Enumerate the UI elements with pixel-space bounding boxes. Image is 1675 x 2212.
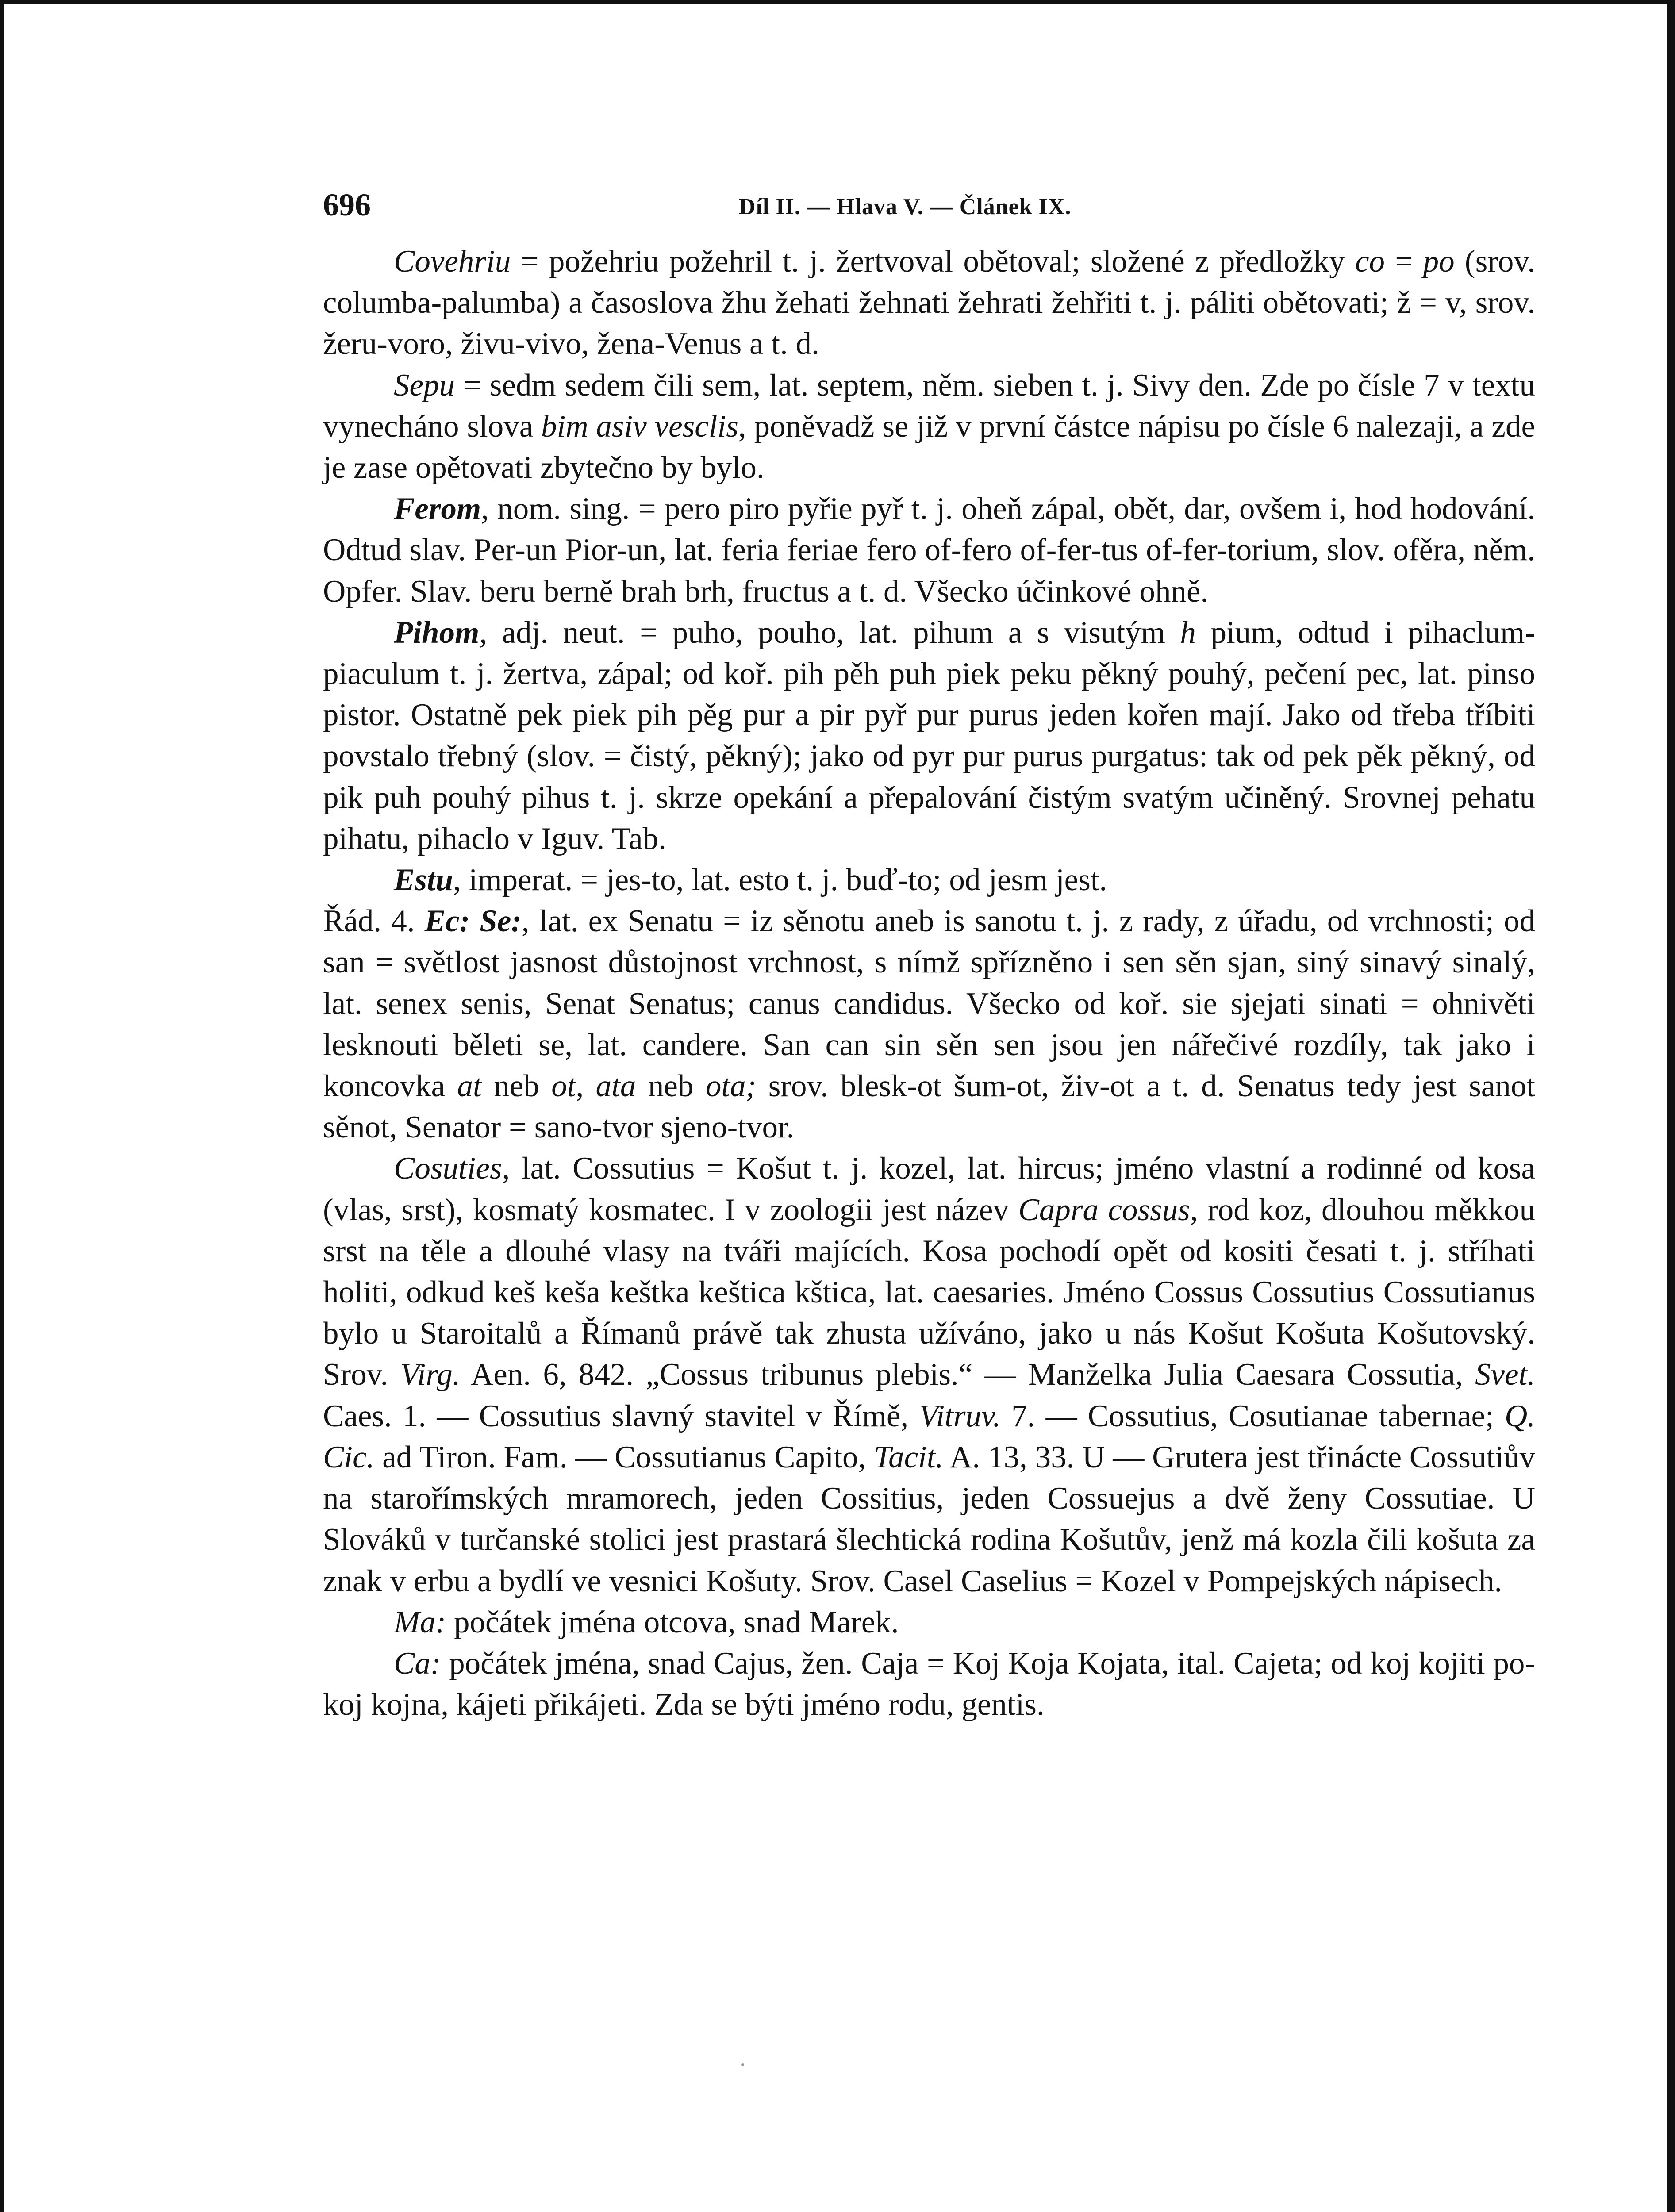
text-span: ad Tiron. Fam. — Cossutianus Capito, xyxy=(374,1440,874,1475)
text-span: neb xyxy=(481,1069,552,1104)
term-co: co xyxy=(1355,244,1385,279)
running-head: Díl II. — Hlava V. — Článek IX. xyxy=(739,194,1072,219)
text-span: srov. blesk-ot šum-ot, živ-ot a t. d. Senatus tedy jest sanot sěnot, Senator = sano-tvor sjeno-tvor. xyxy=(323,1069,1536,1145)
term-ec-se: Ec: Se: xyxy=(424,904,522,939)
paragraph-ca xyxy=(323,1643,1535,1725)
text-span: , nom. sing. = pero piro pyřie pyř t. j. oheň zápal, obět, dar, ovšem i, hod hodování. Odtud slav. Per-un Pior-un, lat. feria feriae fero of-fero of-fer-tus of-fer-torium, slov. ofěra, něm. Opfer. Slav. beru berně brah brh, fructus a t. d. Všecko účinkové ohně. xyxy=(323,492,1535,609)
text-span: , lat. Cossutius = Košut t. j. kozel, lat. hircus; jméno vlastní a rodinné od kosa (vlas, srst), kosmatý kosmatec. I v zoologii jest název xyxy=(323,1151,1535,1227)
citation-tacit: Tacit. xyxy=(874,1440,944,1475)
term-covehriu: Covehriu xyxy=(394,244,511,279)
term-pihom: Pihom xyxy=(394,615,480,650)
text-span: , xyxy=(576,1069,596,1104)
paragraph-ma xyxy=(323,1602,1535,1643)
term-bim-asiv-vesclis: bim asiv vesclis xyxy=(541,409,738,444)
citation-q-cic: Q. Cic. xyxy=(323,1398,1535,1475)
paragraph-cosuties xyxy=(323,1148,1535,1601)
paragraph-ferom xyxy=(323,488,1535,612)
term-ferom: Ferom xyxy=(394,492,481,526)
paragraph-sepu xyxy=(323,365,1535,489)
paragraph-pihom xyxy=(323,612,1535,860)
term-ca: Ca: xyxy=(394,1646,441,1681)
text-span: = sedm sedem čili sem, lat. septem, něm. sieben t. j. Sivy den. Zde po čísle 7 v textu vynecháno slova xyxy=(323,368,1535,444)
term-cosuties: Cosuties xyxy=(394,1151,502,1186)
term-capra-cossus: Capra cossus xyxy=(1018,1192,1190,1227)
text-span: Aen. 6, 842. „Cossus tribunus plebis.“ — Manželka Julia Caesara Cossutia, xyxy=(460,1357,1475,1392)
term-sepu: Sepu xyxy=(394,368,455,403)
text-span: 7. — Cossutius, Cosutianae tabernae; xyxy=(1000,1398,1505,1433)
term-estu: Estu xyxy=(394,863,453,898)
citation-virg: Virg. xyxy=(400,1357,461,1392)
term-po: po xyxy=(1423,244,1455,279)
term-ot: ot xyxy=(551,1069,576,1104)
text-span: = požehriu požehril t. j. žertvoval obětoval; složené z předložky xyxy=(511,244,1356,279)
paragraph-estu xyxy=(323,860,1535,901)
paragraph-covehriu xyxy=(323,241,1535,365)
page-body xyxy=(323,241,1535,1725)
citation-svet: Svet. xyxy=(1475,1357,1535,1392)
text-span: počátek jména, snad Cajus, žen. Caja = Koj Koja Kojata, ital. Cajeta; od koj kojiti po-koj kojna, kájeti přikájeti. Zda se býti jméno rodu, gentis. xyxy=(323,1646,1535,1722)
citation-vitruv: Vitruv. xyxy=(919,1398,1001,1433)
term-h: h xyxy=(1180,615,1196,650)
term-ota: ota; xyxy=(705,1069,757,1104)
term-ma: Ma: xyxy=(394,1605,446,1640)
scan-speck xyxy=(741,2063,744,2066)
text-span: , rod koz, dlouhou měkkou srst na těle a dlouhé vlasy na tváři majících. Kosa pochodí opět od kositi česati t. j. stříhati holiti, odkud keš keša keštka keštica kštica, lat. caesaries. Jméno Cossus Cossutius Cossutianus bylo u Staroitalů a Římanů právě tak zhusta užíváno, jako u nás Košut Košuta Košutovský. Srov. xyxy=(323,1192,1535,1392)
text-span: , adj. neut. = puho, pouho, lat. pihum a s visutým xyxy=(479,615,1180,650)
text-span: neb xyxy=(636,1069,706,1104)
term-ata: ata xyxy=(595,1069,636,1104)
term-at: at xyxy=(457,1069,482,1104)
text-span: = xyxy=(1385,244,1423,279)
text-span: A. 13, 33. U — Grutera jest třinácte Cossutiův na starořímských mramorech, jeden Cossitius, jeden Cossuejus a dvě ženy Cossutiae. U Slováků v turčanské stolici jest prastará šlechtická rodina Košutův, jenž má kozla čili košuta za znak v erbu a bydlí ve vesnici Košuty. Srov. Casel Caselius = Kozel v Pompejských nápisech. xyxy=(323,1440,1535,1598)
text-span: , imperat. = jes-to, lat. esto t. j. buď-to; od jesm jest. xyxy=(453,863,1107,898)
text-span: , lat. ex Senatu = iz sěnotu aneb is sanotu t. j. z rady, z úřadu, od vrchnosti; od san = světlost jasnost důstojnost vrchnost, s nímž spřízněno i sen sěn sjan, siný sinavý sinalý, lat. senex senis, Senat Senatus; canus candidus. Všecko od koř. sie sjejati sinati = ohnivěti lesknouti běleti se, lat. candere. San can sin sěn sen jsou jen nářečivé rozdíly, tak jako i koncovka xyxy=(323,904,1535,1104)
text-span: počátek jména otcova, snad Marek. xyxy=(446,1605,899,1640)
page-header xyxy=(323,185,1535,225)
paragraph-rad-4 xyxy=(323,901,1535,1148)
text-span: , poněvadž se již v první částce nápisu po čísle 6 nalezaji, a zde je zase opětovati zbytečno by bylo. xyxy=(323,409,1535,485)
text-span: pium, odtud i pihaclum-piaculum t. j. žertva, zápal; od koř. pih pěh puh piek peku pěkný pouhý, pečení pec, lat. pinso pistor. Ostatně pek piek pih pěg pur a pir pyř pur purus jeden kořen mají. Jako od třeba tříbiti povstalo třebný (slov. = čistý, pěkný); jako od pyr pur purus purgatus: tak od pek pěk pěkný, od pik puh pouhý pihus t. j. skrze opekání a přepalování čistým svatým učiněný. Srovnej pehatu pihatu, pihaclo v Iguv. Tab. xyxy=(323,615,1535,856)
page-number: 696 xyxy=(323,187,371,223)
text-span: Caes. 1. — Cossutius slavný stavitel v Římě, xyxy=(323,1398,919,1433)
line-label: Řád. 4. xyxy=(323,904,425,939)
text-span: (srov. columba-palumba) a časoslova žhu žehati žehnati žehrati žehřiti t. j. páliti obětovati; ž = v, srov. žeru-voro, živu-vivo, žena-Venus a t. d. xyxy=(323,244,1535,361)
